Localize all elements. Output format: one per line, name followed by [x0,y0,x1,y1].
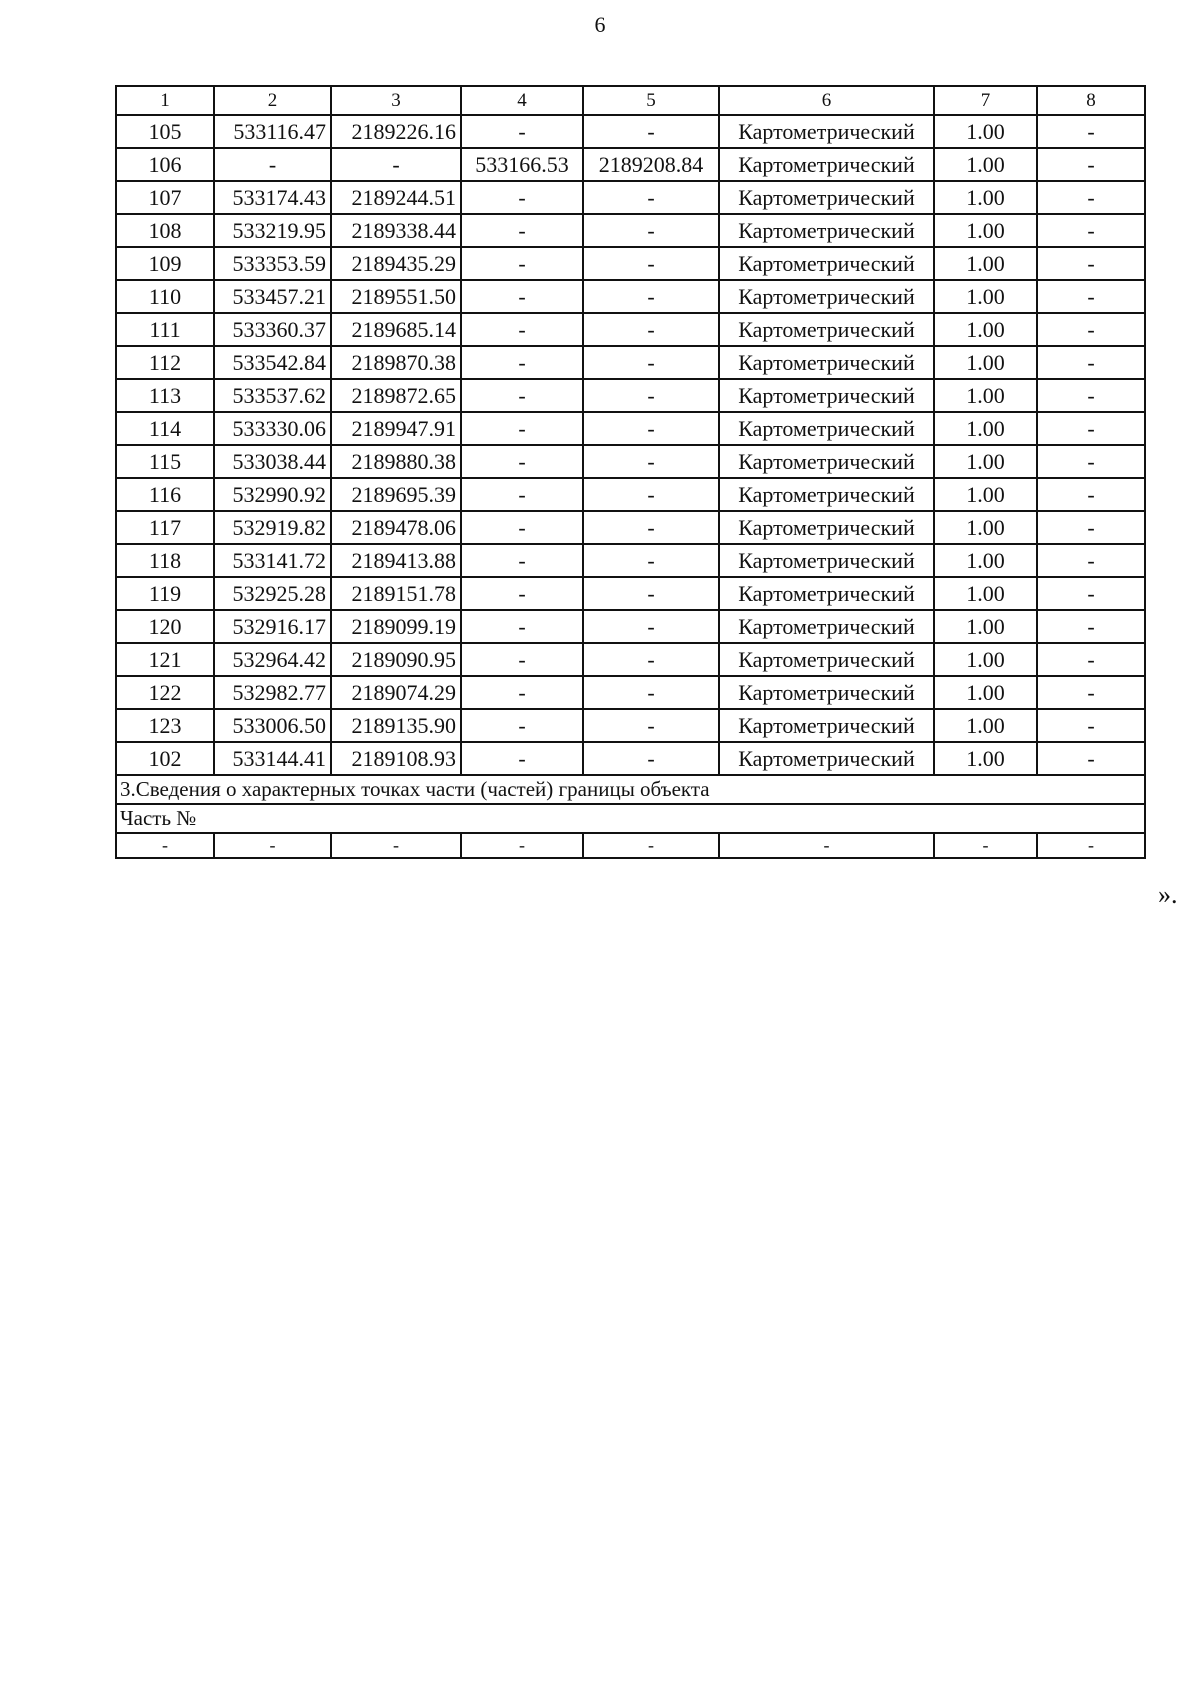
table-cell: 533360.37 [214,313,331,346]
table-cell: 119 [116,577,214,610]
column-header: 4 [461,86,583,115]
table-cell: Картометрический [719,346,934,379]
table-cell: 1.00 [934,742,1037,775]
column-header: 2 [214,86,331,115]
table-cell: - [461,214,583,247]
table-cell: - [583,280,719,313]
table-cell: Картометрический [719,247,934,280]
empty-cell: - [461,833,583,858]
table-cell: 1.00 [934,544,1037,577]
table-row [116,610,1145,643]
table-cell: 532990.92 [214,478,331,511]
table-cell: - [1037,280,1145,313]
table-cell: - [583,544,719,577]
table-cell: 2189074.29 [331,676,461,709]
empty-cell: - [1037,833,1145,858]
table-cell: - [583,610,719,643]
table-cell: Картометрический [719,577,934,610]
table-row [116,181,1145,214]
table-cell: 106 [116,148,214,181]
table-cell: 2189880.38 [331,445,461,478]
table-cell: - [583,478,719,511]
column-header: 1 [116,86,214,115]
table-cell: - [1037,643,1145,676]
table-cell: Картометрический [719,412,934,445]
page-number: 6 [594,12,606,37]
table-cell: 2189135.90 [331,709,461,742]
table-cell: - [461,643,583,676]
table-cell: - [583,313,719,346]
table-cell: 108 [116,214,214,247]
table-row [116,676,1145,709]
table-cell: 1.00 [934,148,1037,181]
table-cell: 2189090.95 [331,643,461,676]
table-cell: 2189872.65 [331,379,461,412]
table-cell: 1.00 [934,709,1037,742]
table-cell: - [583,577,719,610]
table-body [116,86,1145,858]
column-header: 6 [719,86,934,115]
empty-cell: - [934,833,1037,858]
boundary-points-table [115,85,1146,859]
table-cell: 118 [116,544,214,577]
table-cell: 121 [116,643,214,676]
table-cell: - [461,379,583,412]
table-cell: 123 [116,709,214,742]
table-row [116,379,1145,412]
table-cell: Картометрический [719,742,934,775]
column-header: 3 [331,86,461,115]
table-cell: - [461,346,583,379]
table-cell: - [461,544,583,577]
table-cell: - [583,214,719,247]
table-cell: 1.00 [934,643,1037,676]
table-cell: 533141.72 [214,544,331,577]
table-cell: 533353.59 [214,247,331,280]
table-cell: - [1037,115,1145,148]
closing-quote: ». [1158,880,1178,909]
table-cell: 533144.41 [214,742,331,775]
table-row [116,544,1145,577]
table-row [116,445,1145,478]
table-cell: - [1037,313,1145,346]
table-row [116,247,1145,280]
table-cell: Картометрический [719,280,934,313]
table-cell: 2189551.50 [331,280,461,313]
table-cell: - [1037,247,1145,280]
table-cell: Картометрический [719,148,934,181]
table-cell: Картометрический [719,709,934,742]
table-cell: - [461,280,583,313]
table-cell: - [461,115,583,148]
table-cell: 1.00 [934,445,1037,478]
table-cell: 532925.28 [214,577,331,610]
table-cell: 1.00 [934,577,1037,610]
table-cell: 533542.84 [214,346,331,379]
table-cell: 532916.17 [214,610,331,643]
table-cell: - [1037,577,1145,610]
table-cell: 2189685.14 [331,313,461,346]
section-title: 3.Сведения о характерных точках части (частей) границы объекта [116,775,1145,804]
table-cell: - [583,742,719,775]
part-label: Часть № [116,804,1145,833]
table-cell: - [1037,346,1145,379]
table-cell: 2189208.84 [583,148,719,181]
table-cell: - [461,709,583,742]
table-cell: 102 [116,742,214,775]
table-cell: - [1037,511,1145,544]
table-cell: - [583,346,719,379]
table-cell: - [461,445,583,478]
table-cell: 1.00 [934,214,1037,247]
table-cell: Картометрический [719,643,934,676]
table-cell: - [461,676,583,709]
table-cell: - [1037,379,1145,412]
table-cell: 533174.43 [214,181,331,214]
table-cell: - [583,511,719,544]
table-cell: 1.00 [934,379,1037,412]
table-cell: - [331,148,461,181]
table-cell: - [461,247,583,280]
part-label-row [116,804,1145,833]
table-row [116,313,1145,346]
table-row [116,742,1145,775]
table-cell: 1.00 [934,181,1037,214]
table-cell: 2189478.06 [331,511,461,544]
table-cell: - [583,643,719,676]
table-cell: Картометрический [719,676,934,709]
table-cell: 116 [116,478,214,511]
table-cell: Картометрический [719,214,934,247]
table-cell: - [583,247,719,280]
table-cell: 120 [116,610,214,643]
table-row [116,115,1145,148]
table-cell: Картометрический [719,511,934,544]
table-cell: 533330.06 [214,412,331,445]
table-row [116,412,1145,445]
table-cell: - [461,313,583,346]
empty-cell: - [116,833,214,858]
table-cell: - [583,115,719,148]
table-cell: - [461,742,583,775]
table-cell: 111 [116,313,214,346]
table-cell: Картометрический [719,379,934,412]
table-row [116,148,1145,181]
table-cell: 2189151.78 [331,577,461,610]
table-cell: 2189099.19 [331,610,461,643]
column-header: 5 [583,86,719,115]
table-cell: 110 [116,280,214,313]
table-row [116,643,1145,676]
table-cell: 1.00 [934,313,1037,346]
table-cell: 2189435.29 [331,247,461,280]
column-header: 8 [1037,86,1145,115]
table-cell: 1.00 [934,115,1037,148]
table-cell: - [1037,181,1145,214]
table-row [116,280,1145,313]
table-cell: - [1037,412,1145,445]
table-cell: Картометрический [719,544,934,577]
table-cell: 113 [116,379,214,412]
table-cell: - [461,610,583,643]
table-cell: 107 [116,181,214,214]
table-cell: - [1037,709,1145,742]
table-cell: - [583,181,719,214]
empty-cell: - [583,833,719,858]
table-row [116,346,1145,379]
table-cell: - [583,709,719,742]
table-header-row [116,86,1145,115]
table-cell: 1.00 [934,478,1037,511]
table-cell: - [583,412,719,445]
table-cell: 1.00 [934,346,1037,379]
table-cell: 2189947.91 [331,412,461,445]
table-cell: 533166.53 [461,148,583,181]
table-cell: 105 [116,115,214,148]
table-cell: 114 [116,412,214,445]
table-cell: - [1037,610,1145,643]
table-cell: 2189338.44 [331,214,461,247]
table-row [116,214,1145,247]
table-cell: - [583,676,719,709]
empty-cell: - [719,833,934,858]
table-cell: - [1037,148,1145,181]
table-row [116,511,1145,544]
table-cell: - [461,412,583,445]
table-cell: - [1037,445,1145,478]
table-cell: - [461,577,583,610]
table-cell: - [461,478,583,511]
table-cell: Картометрический [719,610,934,643]
table-cell: 2189413.88 [331,544,461,577]
empty-cell: - [214,833,331,858]
table-cell: 532964.42 [214,643,331,676]
table-cell: 1.00 [934,511,1037,544]
table-cell: 2189244.51 [331,181,461,214]
table-cell: 112 [116,346,214,379]
table-cell: Картометрический [719,445,934,478]
table-cell: 1.00 [934,280,1037,313]
table-cell: 533219.95 [214,214,331,247]
table-cell: 533457.21 [214,280,331,313]
table-cell: 2189695.39 [331,478,461,511]
table-row [116,577,1145,610]
table-cell: 533116.47 [214,115,331,148]
table-cell: Картометрический [719,181,934,214]
empty-cell: - [331,833,461,858]
table-cell: Картометрический [719,115,934,148]
table-cell: 1.00 [934,610,1037,643]
table-cell: - [461,181,583,214]
table-row [116,478,1145,511]
table-cell: Картометрический [719,478,934,511]
section-title-row [116,775,1145,804]
table-cell: 533537.62 [214,379,331,412]
table-cell: 109 [116,247,214,280]
table-cell: 2189108.93 [331,742,461,775]
table-cell: - [214,148,331,181]
table-cell: 2189870.38 [331,346,461,379]
table-cell: 1.00 [934,247,1037,280]
table-cell: - [1037,544,1145,577]
table-cell: 533038.44 [214,445,331,478]
table-cell: - [1037,214,1145,247]
table-cell: 532919.82 [214,511,331,544]
table-cell: - [1037,742,1145,775]
table-cell: Картометрический [719,313,934,346]
table-cell: - [1037,676,1145,709]
table-cell: - [583,379,719,412]
table-cell: 532982.77 [214,676,331,709]
table-cell: - [1037,478,1145,511]
table-row [116,709,1145,742]
table-cell: 1.00 [934,412,1037,445]
column-header: 7 [934,86,1037,115]
table-cell: - [583,445,719,478]
table-cell: 122 [116,676,214,709]
table-cell: 2189226.16 [331,115,461,148]
table-cell: 533006.50 [214,709,331,742]
table-cell: - [461,511,583,544]
table-cell: 115 [116,445,214,478]
table-cell: 117 [116,511,214,544]
table-cell: 1.00 [934,676,1037,709]
empty-data-row [116,833,1145,858]
